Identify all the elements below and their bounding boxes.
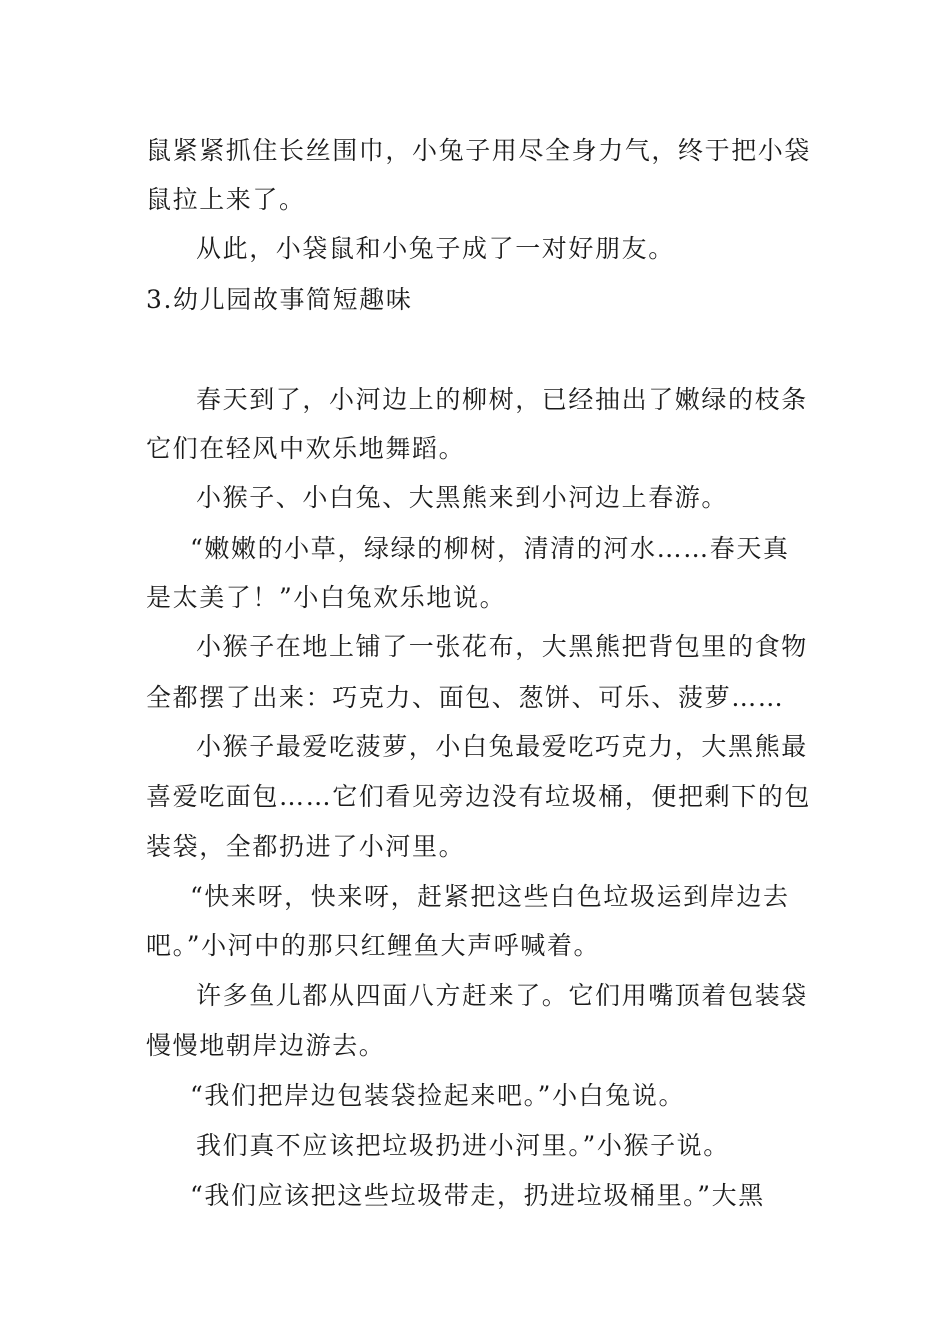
text-line: 从此，小袋鼠和小兔子成了一对好朋友。 [196, 234, 675, 263]
text-line: 吧。”小河中的那只红鲤鱼大声呼喊着。 [146, 931, 601, 960]
text-line: 它们在轻风中欢乐地舞蹈。 [146, 434, 466, 463]
text-line: 小猴子最爱吃菠萝，小白兔最爱吃巧克力，大黑熊最 [196, 732, 808, 761]
text-line: 装袋，全都扔进了小河里。 [146, 832, 466, 861]
text-line: 是太美了！”小白兔欢乐地说。 [146, 583, 507, 612]
text-line: “我们把岸边包装袋捡起来吧。”小白兔说。 [190, 1081, 686, 1110]
text-line: 喜爱吃面包……它们看见旁边没有垃圾桶，便把剩下的包 [146, 782, 812, 811]
text-line: “我们应该把这些垃圾带走，扔进垃圾桶里。”大黑 [190, 1181, 765, 1210]
text-line: “快来呀，快来呀，赶紧把这些白色垃圾运到岸边去 [190, 882, 790, 911]
text-line: 鼠紧紧抓住长丝围巾，小兔子用尽全身力气，终于把小袋 [146, 136, 812, 165]
text-line: 慢慢地朝岸边游去。 [146, 1031, 386, 1060]
text-line: 小猴子在地上铺了一张花布，大黑熊把背包里的食物 [196, 632, 808, 661]
text-line: 许多鱼儿都从四面八方赶来了。它们用嘴顶着包装袋 [196, 981, 808, 1010]
text-line: 春天到了，小河边上的柳树，已经抽出了嫩绿的枝条 [196, 385, 808, 414]
text-line: “嫩嫩的小草，绿绿的柳树，清清的河水……春天真 [190, 534, 790, 563]
text-line: 小猴子、小白兔、大黑熊来到小河边上春游。 [196, 483, 729, 512]
text-line: 全都摆了出来：巧克力、面包、葱饼、可乐、菠萝…… [146, 683, 785, 712]
text-line: 我们真不应该把垃圾扔进小河里。”小猴子说。 [196, 1131, 730, 1160]
section-heading: 3.幼儿园故事简短趣味 [146, 285, 413, 314]
text-line: 鼠拉上来了。 [146, 185, 306, 214]
